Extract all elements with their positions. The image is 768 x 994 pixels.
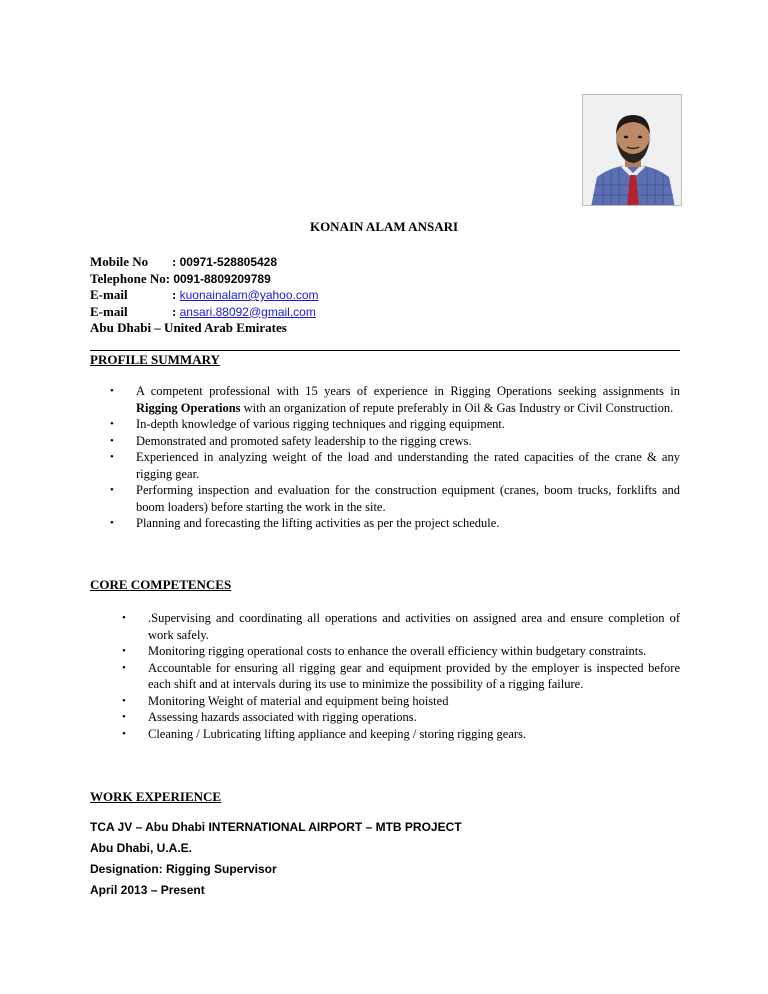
- contact-details: [90, 254, 319, 337]
- bullet-icon: •: [110, 385, 114, 397]
- profile-item-5-text: Performing inspection and evaluation for the construction equipment (cranes, boom trucks, forklifts and boom loaders) before starting the work in the site.: [136, 483, 680, 514]
- list-item: [122, 660, 680, 693]
- telephone-label: Telephone No:: [90, 270, 171, 286]
- list-item: [110, 482, 680, 515]
- profile-item-1-text-end: with an organization of repute preferably in Oil & Gas Industry or Civil Construction.: [240, 400, 674, 415]
- competence-item-5-text: Assessing hazards associated with rigging operations.: [148, 710, 417, 724]
- work-experience-heading: WORK EXPERIENCE: [90, 789, 222, 804]
- competence-item-3-text: Accountable for ensuring all rigging gear and equipment provided by the employer is inspected before each shift and at intervals during its use to minimize the possibility of a rigging failure.: [148, 660, 680, 691]
- portrait-image: [583, 95, 682, 206]
- list-item: [110, 433, 680, 450]
- bullet-icon: •: [122, 694, 126, 707]
- bullet-icon: •: [122, 711, 126, 723]
- competence-item-4-text: Monitoring Weight of material and equipment being hoisted: [148, 693, 449, 708]
- mobile-value: 00971-528805428: [179, 255, 278, 269]
- email-row-2: [90, 304, 319, 321]
- core-competences-list: [122, 610, 680, 742]
- list-item: [110, 449, 680, 482]
- company-line: TCA JV – Abu Dhabi INTERNATIONAL AIRPORT – MTB PROJECT: [90, 820, 462, 834]
- profile-item-2-text: In-depth knowledge of various rigging techniques and rigging equipment.: [136, 417, 506, 431]
- email-colon-2: :: [172, 303, 177, 319]
- list-item: [122, 726, 680, 743]
- competence-item-6-text: Cleaning / Lubricating lifting appliance and keeping / storing rigging gears.: [148, 726, 527, 741]
- list-item: [110, 416, 680, 433]
- candidate-name: KONAIN ALAM ANSARI: [309, 219, 459, 234]
- list-item: [122, 643, 680, 660]
- profile-item-3-text: Demonstrated and promoted safety leadership to the rigging crews.: [136, 433, 472, 448]
- list-item: [110, 515, 680, 532]
- bullet-icon: •: [110, 418, 114, 430]
- period-line: April 2013 – Present: [90, 883, 205, 897]
- core-competences-heading: CORE COMPETENCES: [90, 577, 232, 592]
- mobile-colon: :: [172, 254, 177, 269]
- profile-summary-heading: PROFILE SUMMARY: [90, 352, 220, 367]
- profile-item-1-bold: Rigging Operations: [136, 400, 241, 415]
- telephone-value: 0091-8809209789: [173, 271, 271, 286]
- bullet-icon: •: [122, 661, 126, 674]
- competence-item-1-text: .Supervising and coordinating all operations and activities on assigned area and ensure completion of work safely.: [148, 611, 680, 642]
- competence-item-2-text: Monitoring rigging operational costs to enhance the overall efficiency within budgetary constraints.: [148, 644, 647, 658]
- mobile-row: [90, 254, 319, 271]
- bullet-icon: •: [110, 517, 114, 529]
- list-item: [122, 693, 680, 710]
- email-link-2[interactable]: ansari.88092@gmail.com: [179, 304, 316, 319]
- bullet-icon: •: [110, 484, 114, 496]
- location-row: Abu Dhabi – United Arab Emirates: [90, 320, 287, 335]
- email-colon-1: :: [172, 287, 177, 302]
- profile-item-6-text: Planning and forecasting the lifting activities as per the project schedule.: [136, 516, 500, 530]
- bullet-icon: •: [110, 451, 114, 463]
- section-divider: [90, 350, 680, 351]
- profile-summary-list: [110, 383, 680, 532]
- work-experience-entry: [90, 817, 462, 901]
- email-label-1: E-mail: [90, 287, 128, 302]
- bullet-icon: •: [122, 645, 126, 657]
- list-item: [122, 610, 680, 643]
- list-item: [122, 709, 680, 726]
- bullet-icon: •: [110, 434, 114, 447]
- mobile-label: Mobile No: [90, 254, 149, 269]
- designation-line: Designation: Rigging Supervisor: [90, 862, 277, 876]
- email-row-1: [90, 287, 319, 304]
- bullet-icon: •: [122, 612, 126, 624]
- profile-photo: [582, 94, 682, 206]
- email-label-2: E-mail: [90, 303, 128, 319]
- list-item: [110, 383, 680, 416]
- telephone-row: [90, 271, 319, 288]
- bullet-icon: •: [122, 727, 126, 740]
- email-link-1[interactable]: kuonainalam@yahoo.com: [179, 288, 319, 302]
- work-location-line: Abu Dhabi, U.A.E.: [90, 841, 192, 855]
- profile-item-1-text: A competent professional with 15 years of experience in Rigging Operations seeking assignments in: [136, 384, 680, 398]
- profile-item-4-text: Experienced in analyzing weight of the load and understanding the rated capacities of the crane & any rigging gear.: [136, 450, 680, 481]
